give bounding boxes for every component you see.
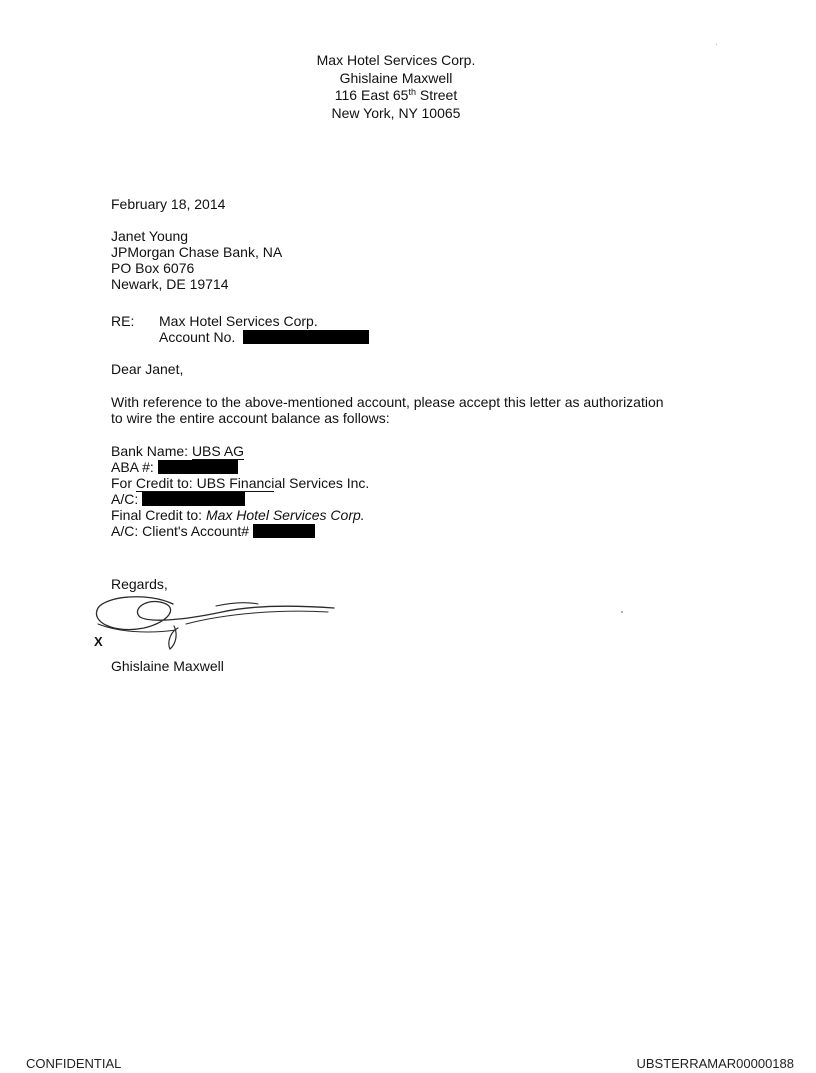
letterhead-city: New York, NY 10065 (331, 104, 461, 121)
re-account-line (159, 329, 369, 345)
credit-underlined: Credit to: UBS Financi (135, 475, 275, 491)
redacted-account-number (243, 330, 369, 344)
street-suffix: th (408, 87, 416, 97)
ac-line (111, 491, 369, 507)
wire-instructions (111, 443, 369, 539)
body-paragraph (111, 394, 664, 426)
re-company: Max Hotel Services Corp. (159, 313, 318, 329)
body-line-2: to wire the entire account balance as follows: (111, 410, 390, 426)
letterhead-company: Max Hotel Services Corp. (316, 52, 476, 68)
footer-confidential: CONFIDENTIAL (26, 1056, 122, 1071)
recipient-city: Newark, DE 19714 (111, 276, 229, 292)
client-account-line (111, 523, 369, 539)
final-credit-line (111, 507, 369, 523)
redacted-ac-number (142, 492, 245, 506)
credit-rest: al Services Inc. (274, 475, 370, 491)
scan-speck (621, 611, 623, 613)
credit-label: For (111, 475, 132, 491)
redacted-aba-number (158, 460, 238, 474)
recipient-po-box: PO Box 6076 (111, 260, 195, 276)
salutation: Dear Janet, (111, 361, 184, 377)
letterhead-street (0, 87, 792, 105)
recipient-bank: JPMorgan Chase Bank, NA (111, 244, 283, 260)
re-account-label: Account No. (159, 329, 236, 345)
ac-label: A/C: (111, 491, 139, 507)
signature-x-mark: X (94, 634, 103, 649)
bank-name-value: UBS AG (191, 443, 245, 459)
final-credit-value: Max Hotel Services Corp. (205, 507, 365, 523)
final-credit-label: Final Credit to: (111, 507, 203, 523)
recipient-name: Janet Young (111, 228, 189, 244)
letterhead (0, 52, 792, 122)
client-account-label: A/C: Client's Account# (111, 523, 250, 539)
body-line-1: With reference to the above-mentioned account, please accept this letter as authorization (111, 394, 664, 410)
closing: Regards, (111, 576, 168, 592)
aba-line (111, 459, 369, 475)
recipient-block (111, 228, 282, 292)
bank-name-label: Bank Name: (111, 443, 189, 459)
street-number: 116 East 65 (334, 87, 409, 103)
redacted-client-account (253, 524, 315, 538)
footer-bates-number: UBSTERRAMAR00000188 (636, 1056, 794, 1071)
aba-label: ABA #: (111, 459, 154, 475)
letterhead-name: Ghislaine Maxwell (339, 69, 453, 86)
street-name: Street (419, 87, 458, 103)
scan-speck (716, 44, 717, 45)
letter-date: February 18, 2014 (111, 196, 226, 212)
signature-image (88, 590, 343, 655)
bank-name-line (111, 443, 369, 459)
re-label: RE: (111, 313, 135, 329)
credit-line (111, 475, 369, 491)
signer-name: Ghislaine Maxwell (111, 658, 224, 674)
